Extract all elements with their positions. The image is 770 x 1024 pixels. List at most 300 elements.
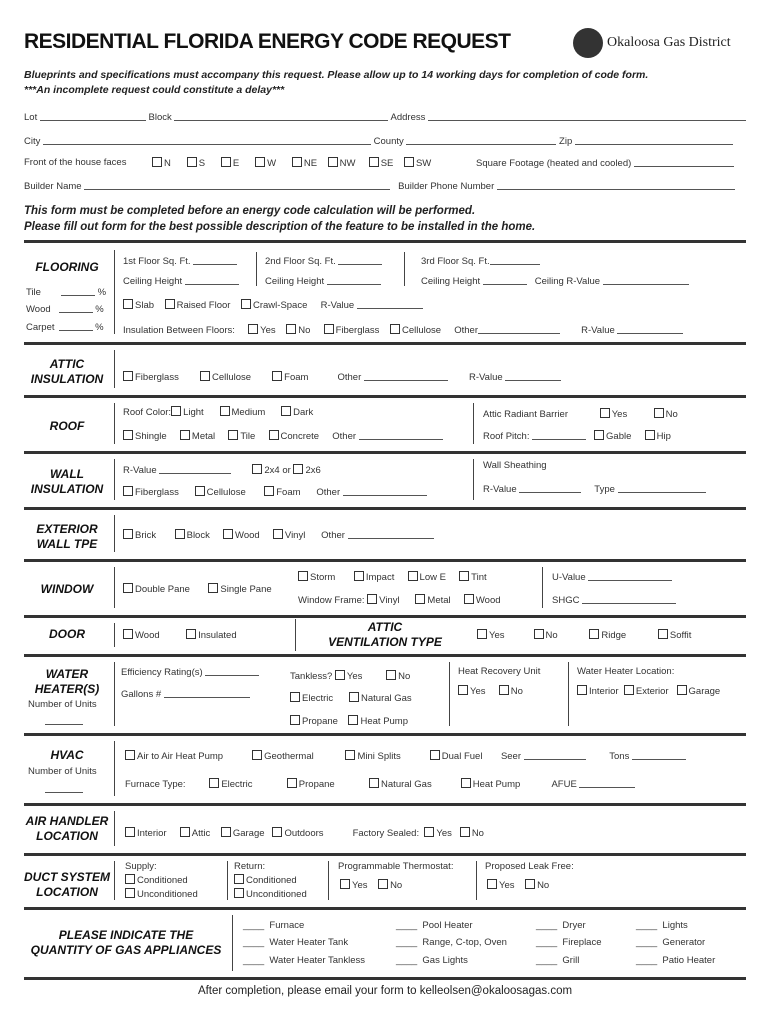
gable-checkbox[interactable] [594,430,604,440]
crawl-space-label: Crawl-Space [253,300,308,311]
s-checkbox[interactable] [187,157,197,167]
furnace-propane-checkbox[interactable] [287,778,297,788]
wh-tank-qty-field[interactable]: ____ [243,937,265,948]
ceiling-rvalue-field[interactable] [603,275,689,285]
tile-label: Tile [26,287,41,298]
sealed-yes-checkbox[interactable] [424,827,434,837]
furnace-electric-checkbox[interactable] [209,778,219,788]
wall-fiberglass-checkbox[interactable] [123,486,133,496]
wh-garage-checkbox[interactable] [677,685,687,695]
roof-light-checkbox[interactable] [171,406,181,416]
divider [24,733,746,736]
tons-field[interactable] [632,750,686,760]
page-title: RESIDENTIAL FLORIDA ENERGY CODE REQUEST [24,30,511,53]
floor-rvalue-label: R-Value [320,300,355,311]
duct-system-heading [20,870,114,900]
leak-no-checkbox[interactable] [525,879,535,889]
brick-checkbox[interactable] [123,529,133,539]
floor1-field[interactable] [193,255,237,265]
wall-rvalue-label: R-Value [123,465,157,476]
air-heat-pump-label: Air to Air Heat Pump [137,751,224,762]
sheathing-rvalue-label: R-Value [483,484,517,495]
divider [24,559,746,562]
lot-row [24,111,746,123]
leak-yes-label: Yes [499,880,515,891]
frame-vinyl-checkbox[interactable] [367,594,377,604]
roof-tile-checkbox[interactable] [228,430,238,440]
brand-name: Okaloosa Gas District [607,35,731,50]
ibf-rvalue-label: R-Value [581,325,615,336]
2x4-checkbox[interactable] [252,464,262,474]
door-insulated-checkbox[interactable] [186,629,196,639]
wall-heading-2: INSULATION [30,482,104,496]
frame-wood-checkbox[interactable] [464,594,474,604]
vdivider [114,515,115,552]
nw-checkbox[interactable] [328,157,338,167]
afue-label: AFUE [551,779,577,790]
range-qty-label: Range, C-top, Oven [422,937,507,948]
exterior-heading-1: EXTERIOR [36,522,98,536]
ceiling-height-3-label: Ceiling Height [421,276,481,287]
exterior-wood-label: Wood [235,530,260,541]
sheathing-rvalue-field[interactable] [519,483,581,493]
floor2-label: 2nd Floor Sq. Ft. [265,256,336,267]
floor2-field[interactable] [338,255,382,265]
shgc-field[interactable] [582,594,676,604]
water-units-label: Number of Units [28,699,97,710]
wall-fiberglass-label: Fiberglass [135,487,179,498]
ne-checkbox[interactable] [292,157,302,167]
wall-heading-1: WALL [50,467,84,481]
air-heat-pump-checkbox[interactable] [125,750,135,760]
return-label: Return: [234,861,266,872]
furnace-natural-gas-checkbox[interactable] [369,778,379,788]
leak-free-label: Proposed Leak Free: [485,861,574,872]
ridge-checkbox[interactable] [589,629,599,639]
leak-yes-checkbox[interactable] [487,879,497,889]
tankless-yes-label: Yes [346,671,363,682]
flooring-heading: FLOORING [35,260,99,274]
vdivider [473,459,474,500]
impact-checkbox[interactable] [354,571,364,581]
shingle-checkbox[interactable] [123,430,133,440]
wh-natural-gas-checkbox[interactable] [349,692,359,702]
hip-checkbox[interactable] [645,430,655,440]
exterior-other-field[interactable] [348,529,434,539]
wh-electric-label: Electric [302,693,334,704]
roof-tile-label: Tile [240,431,256,442]
attic-foam-label: Foam [284,372,309,383]
attic-foam-checkbox[interactable] [272,371,282,381]
ibf-yes-checkbox[interactable] [248,324,258,334]
brick-label: Brick [135,530,157,541]
divider [24,342,746,345]
radiant-yes-checkbox[interactable] [600,408,610,418]
crawl-space-checkbox[interactable] [241,299,251,309]
attic-ventilation-heading-1: ATTIC [367,620,403,634]
vdivider [114,403,115,444]
soffit-checkbox[interactable] [658,629,668,639]
seer-field[interactable] [524,750,586,760]
mini-splits-checkbox[interactable] [345,750,355,760]
carpet-field[interactable] [59,321,93,331]
hru-no-checkbox[interactable] [499,685,509,695]
roof-dark-checkbox[interactable] [281,406,291,416]
floor3-field[interactable] [490,255,540,265]
tankless-yes-checkbox[interactable] [335,670,345,680]
county-label: County [373,136,404,147]
ibf-fiberglass-checkbox[interactable] [324,324,334,334]
sw-checkbox[interactable] [404,157,414,167]
slab-checkbox[interactable] [123,299,133,309]
divider [24,907,746,910]
lot-label: Lot [24,112,38,123]
geothermal-checkbox[interactable] [252,750,262,760]
water-heater-heading-1: WATER [45,667,89,681]
return-unconditioned-label: Unconditioned [246,889,307,900]
phone-label: Builder Phone Number [398,181,495,192]
roof-metal-checkbox[interactable] [180,430,190,440]
tile-field[interactable] [61,286,95,296]
radiant-no-checkbox[interactable] [654,408,664,418]
city-field[interactable] [43,135,371,145]
exterior-vinyl-checkbox[interactable] [273,529,283,539]
grill-qty-field[interactable]: ____ [536,955,558,966]
hvac-units-field[interactable] [45,783,83,793]
thermostat-no-checkbox[interactable] [378,879,388,889]
window-frame-label: Window Frame: [298,595,365,606]
hru-yes-checkbox[interactable] [458,685,468,695]
efficiency-field[interactable] [205,666,259,676]
concrete-label: Concrete [280,431,320,442]
ibf-other-field[interactable] [478,324,560,334]
vent-no-checkbox[interactable] [534,629,544,639]
city-label: City [24,136,41,147]
divider [24,803,746,806]
double-pane-checkbox[interactable] [123,583,133,593]
builder-field[interactable] [84,180,390,190]
hip-label: Hip [656,431,671,442]
gas-appliances-heading-1: PLEASE INDICATE THE [58,928,194,942]
furnace-heat-pump-checkbox[interactable] [461,778,471,788]
vdivider [232,915,233,971]
zip-field[interactable] [575,135,733,145]
return-conditioned-checkbox[interactable] [234,874,244,884]
door-wood-checkbox[interactable] [123,629,133,639]
attic-heading [24,357,110,387]
attic-rvalue-field[interactable] [505,371,561,381]
furnace-heat-pump-label: Heat Pump [472,779,521,790]
frame-metal-checkbox[interactable] [415,594,425,604]
wh-exterior-checkbox[interactable] [624,685,634,695]
concrete-checkbox[interactable] [269,430,279,440]
sealed-no-checkbox[interactable] [460,827,470,837]
gallons-field[interactable] [164,688,250,698]
wh-tankless-qty-field[interactable]: ____ [243,955,265,966]
dryer-qty-label: Dryer [562,920,586,931]
vdivider [114,350,115,388]
wh-heat-pump-label: Heat Pump [360,716,409,727]
wall-rvalue-field[interactable] [159,464,231,474]
pct-label: % [97,287,107,298]
return-conditioned-label: Conditioned [246,875,297,886]
ibf-rvalue-field[interactable] [617,324,683,334]
wh-tankless-qty-label: Water Heater Tankless [269,955,365,966]
tint-checkbox[interactable] [459,571,469,581]
hvac-heading: HVAC [50,748,84,762]
gas-appliances-heading [24,928,228,958]
roof-pitch-field[interactable] [532,430,586,440]
door-insulated-label: Insulated [198,630,237,641]
divider [24,395,746,398]
attic-cellulose-checkbox[interactable] [200,371,210,381]
zip-label: Zip [559,136,573,147]
2x6-checkbox[interactable] [293,464,303,474]
dryer-qty-field[interactable]: ____ [536,920,558,931]
ah-attic-checkbox[interactable] [180,827,190,837]
divider [24,615,746,618]
gas-lights-qty-field[interactable]: ____ [396,955,418,966]
hvac-units-label: Number of Units [28,766,97,777]
attic-fiberglass-label: Fiberglass [135,372,179,383]
e-label: E [232,158,240,169]
block-checkbox[interactable] [175,529,185,539]
wall-other-label: Other [316,487,341,498]
ceiling-height-3-field[interactable] [483,275,527,285]
wh-propane-checkbox[interactable] [290,715,300,725]
ibf-cellulose-checkbox[interactable] [390,324,400,334]
ne-label: NE [303,158,318,169]
raised-floor-label: Raised Floor [176,300,231,311]
city-row [24,135,733,147]
ah-outdoors-checkbox[interactable] [272,827,282,837]
insulation-between-floors-label: Insulation Between Floors: [123,325,235,336]
water-units-field[interactable] [45,715,83,725]
supply-conditioned-checkbox[interactable] [125,874,135,884]
furnace-qty-field[interactable]: ____ [243,920,265,931]
wh-interior-label: Interior [589,686,619,697]
vdivider [114,567,115,608]
wood-field[interactable] [59,303,93,313]
exterior-wood-checkbox[interactable] [223,529,233,539]
wh-heat-pump-checkbox[interactable] [348,715,358,725]
note-line-1: This form must be completed before an energy code calculation will be performed. [24,205,476,217]
n-label: N [164,158,171,169]
double-pane-label: Double Pane [135,584,190,595]
ah-interior-checkbox[interactable] [125,827,135,837]
ceiling-height-1-field[interactable] [185,275,239,285]
fireplace-qty-field[interactable]: ____ [536,937,558,948]
tankless-no-checkbox[interactable] [386,670,396,680]
pool-heater-qty-label: Pool Heater [422,920,473,931]
block-label: Block [186,530,210,541]
vent-yes-checkbox[interactable] [477,629,487,639]
efficiency-label: Efficiency Rating(s) [121,667,203,678]
vdivider [114,861,115,900]
range-qty-field[interactable]: ____ [396,937,418,948]
vent-no-label: No [545,630,558,641]
generator-qty-label: Generator [662,937,706,948]
mini-splits-label: Mini Splits [357,751,401,762]
frame-vinyl-label: Vinyl [379,595,400,606]
vdivider [114,662,115,726]
roof-other-field[interactable] [359,430,443,440]
single-pane-checkbox[interactable] [208,583,218,593]
exterior-vinyl-label: Vinyl [284,530,306,541]
vdivider [114,811,115,846]
afue-field[interactable] [579,778,635,788]
vdivider [227,861,228,900]
divider [24,507,746,510]
vdivider [328,861,329,900]
vent-yes-label: Yes [489,630,505,641]
impact-label: Impact [365,572,395,583]
wh-electric-checkbox[interactable] [290,692,300,702]
shingle-label: Shingle [135,431,167,442]
vdivider [542,567,543,608]
intro-line-2: ***An incomplete request could constitute a delay*** [24,84,285,96]
ah-garage-checkbox[interactable] [221,827,231,837]
sheathing-type-field[interactable] [618,483,706,493]
wood-row [26,303,104,315]
ah-attic-label: Attic [191,828,211,839]
roof-dark-label: Dark [293,407,314,418]
water-heater-heading-2: HEATER(S) [34,682,100,696]
floor1-label: 1st Floor Sq. Ft. [123,256,191,267]
county-field[interactable] [406,135,556,145]
w-label: W [267,158,277,169]
vdivider [256,252,257,286]
divider [24,853,746,856]
wall-other-field[interactable] [343,486,427,496]
storm-checkbox[interactable] [298,571,308,581]
ibf-cellulose-label: Cellulose [401,325,442,336]
leak-no-label: No [537,880,550,891]
water-heater-heading [24,667,110,697]
return-unconditioned-checkbox[interactable] [234,888,244,898]
wall-cellulose-checkbox[interactable] [195,486,205,496]
attic-cellulose-label: Cellulose [211,372,252,383]
sqft-row [476,157,734,169]
ah-garage-label: Garage [232,828,265,839]
attic-fiberglass-checkbox[interactable] [123,371,133,381]
vdivider [114,250,115,334]
vdivider [473,403,474,444]
thermostat-yes-checkbox[interactable] [340,879,350,889]
se-checkbox[interactable] [369,157,379,167]
floor-rvalue-field[interactable] [357,299,423,309]
wall-cellulose-label: Cellulose [206,487,246,498]
patio-heater-qty-field[interactable]: ____ [636,955,658,966]
wall-foam-checkbox[interactable] [264,486,274,496]
supply-conditioned-label: Conditioned [137,875,188,886]
attic-other-field[interactable] [364,371,448,381]
note-line-2: Please fill out form for the best possible description of the feature to be installed in the home. [24,221,536,233]
furnace-propane-label: Propane [298,779,335,790]
generator-qty-field[interactable]: ____ [636,937,658,948]
block-field[interactable] [174,111,388,121]
tons-label: Tons [609,751,630,762]
slab-label: Slab [135,300,155,311]
roof-medium-checkbox[interactable] [220,406,230,416]
pool-heater-qty-field[interactable]: ____ [396,920,418,931]
duct-system-heading-2: LOCATION [36,885,98,899]
furnace-electric-label: Electric [221,779,253,790]
pct-label: % [95,304,104,315]
air-handler-heading [24,814,110,844]
u-value-field[interactable] [588,571,672,581]
single-pane-label: Single Pane [220,584,272,595]
exterior-heading-2: WALL TPE [36,537,98,551]
storm-label: Storm [310,572,336,583]
w-checkbox[interactable] [255,157,265,167]
ibf-no-checkbox[interactable] [286,324,296,334]
n-checkbox[interactable] [152,157,162,167]
geothermal-label: Geothermal [264,751,314,762]
raised-floor-checkbox[interactable] [165,299,175,309]
2x4-label: 2x4 or [264,465,291,476]
wh-garage-label: Garage [688,686,721,697]
vdivider [568,662,569,726]
gallons-label: Gallons # [121,689,162,700]
address-field[interactable] [428,111,746,121]
roof-light-label: Light [183,407,204,418]
furnace-type-label: Furnace Type: [125,779,186,790]
lights-qty-label: Lights [662,920,688,931]
ridge-label: Ridge [601,630,627,641]
vdivider [114,623,115,647]
vdivider [295,619,296,651]
thermostat-yes-label: Yes [352,880,368,891]
roof-medium-label: Medium [231,407,266,418]
nw-label: NW [339,158,356,169]
dual-fuel-checkbox[interactable] [430,750,440,760]
gable-label: Gable [606,431,632,442]
lot-field[interactable] [40,111,146,121]
phone-field[interactable] [497,180,735,190]
fireplace-qty-label: Fireplace [562,937,602,948]
wood-label: Wood [26,304,51,315]
tile-row [26,286,106,298]
radiant-barrier-label: Attic Radiant Barrier [483,409,569,420]
ceiling-height-2-field[interactable] [327,275,381,285]
sqft-field[interactable] [634,157,734,167]
wall-foam-label: Foam [276,487,301,498]
carpet-row [26,321,104,333]
roof-color-label: Roof Color: [123,407,172,418]
e-checkbox[interactable] [221,157,231,167]
vdivider [114,459,115,500]
supply-unconditioned-checkbox[interactable] [125,888,135,898]
direction-group [152,157,431,169]
footer-note: After completion, please email your form to kelleolsen@okaloosagas.com [197,985,573,997]
wh-interior-checkbox[interactable] [577,685,587,695]
thermostat-label: Programmable Thermostat: [338,861,454,872]
sealed-no-label: No [471,828,484,839]
carpet-label: Carpet [26,322,55,333]
gas-appliances-heading-2: QUANTITY OF GAS APPLIANCES [30,943,222,957]
air-handler-heading-1: AIR HANDLER [25,814,109,828]
se-label: SE [380,158,394,169]
wall-heading [24,467,110,497]
exterior-heading [24,522,110,552]
low-e-checkbox[interactable] [408,571,418,581]
builder-row [24,180,735,192]
air-handler-heading-2: LOCATION [36,829,98,843]
wh-exterior-label: Exterior [635,686,669,697]
divider [24,977,746,980]
lights-qty-field[interactable]: ____ [636,920,658,931]
